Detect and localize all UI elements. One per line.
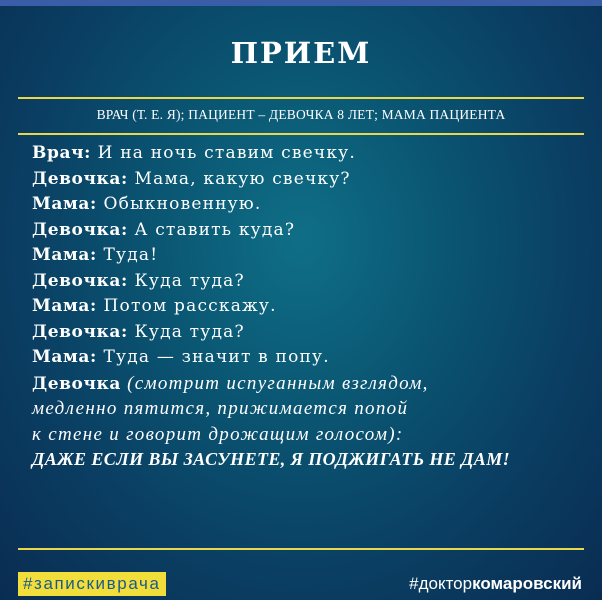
- line-text: Обыкновенную.: [96, 194, 262, 214]
- line-text: Туда — значит в попу.: [96, 347, 330, 367]
- cast-subtitle: ВРАЧ (Т. Е. Я); ПАЦИЕНТ – ДЕВОЧКА 8 ЛЕТ; МАМА ПАЦИЕНТА: [96, 107, 506, 122]
- line-text: Куда туда?: [127, 321, 245, 342]
- dialogue-line: [32, 345, 592, 371]
- line-text: Потом расскажу.: [96, 296, 277, 316]
- dialogue: [32, 141, 592, 473]
- dialogue-line: [32, 167, 592, 193]
- page-title: ПРИЕМ: [230, 36, 372, 70]
- stage-direction-line: [32, 422, 592, 448]
- stage-direction: к стене и говорит дрожащим голосом):: [32, 423, 404, 445]
- line-text: А ставить куда?: [127, 219, 296, 240]
- divider-top: [18, 97, 584, 99]
- divider-middle: [18, 133, 584, 135]
- hashtag-bold: комаровский: [472, 574, 582, 593]
- final-line: [32, 371, 592, 397]
- dialogue-line: [32, 294, 592, 320]
- dialogue-line: [32, 218, 592, 244]
- punchline-text: ДАЖЕ ЕСЛИ ВЫ ЗАСУНЕТЕ, Я ПОДЖИГАТЬ НЕ ДАМ!: [32, 449, 511, 469]
- dialogue-line: [32, 192, 592, 218]
- speaker-name: Девочка:: [32, 168, 128, 189]
- dialogue-line: [32, 243, 592, 269]
- speaker-name: Мама:: [32, 296, 97, 316]
- dialogue-line: [32, 320, 592, 346]
- stage-direction-line: [32, 396, 592, 422]
- hashtag-doktorkomarovsky[interactable]: [409, 572, 582, 596]
- stage-direction: медленно пятится, прижимается попой: [32, 398, 409, 419]
- speaker-name: Девочка:: [32, 321, 128, 342]
- speaker-name: Мама:: [32, 194, 97, 214]
- line-text: Куда туда?: [127, 270, 245, 291]
- hashtag-prefix: #доктор: [409, 574, 473, 593]
- speaker-name: Девочка:: [32, 219, 128, 240]
- speaker-name: Девочка: [32, 373, 122, 394]
- speaker-name: Девочка:: [32, 270, 128, 291]
- speaker-name: Врач:: [32, 143, 91, 163]
- top-bar: [0, 0, 602, 6]
- speaker-name: Мама:: [32, 245, 97, 265]
- line-text: И на ночь ставим свечку.: [91, 143, 356, 163]
- stage-direction: (смотрит испуганным взглядом,: [121, 372, 429, 394]
- dialogue-line: [32, 141, 592, 167]
- speaker-name: Мама:: [32, 347, 97, 367]
- line-text: Мама, какую свечку?: [127, 168, 351, 189]
- hashtag-zapiskivracha[interactable]: #запискиврача: [18, 572, 166, 596]
- dialogue-line: [32, 269, 592, 295]
- punchline: [32, 447, 592, 473]
- divider-bottom: [18, 548, 584, 550]
- line-text: Туда!: [96, 245, 159, 265]
